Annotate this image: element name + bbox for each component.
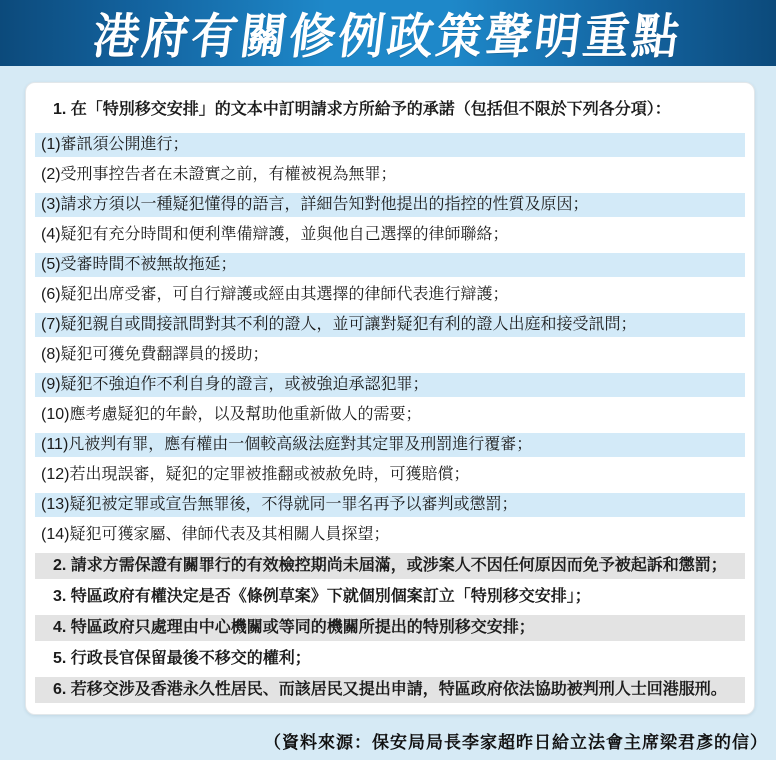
source-attribution: （資料來源：保安局局長李家超昨日給立法會主席梁君彥的信） — [264, 733, 768, 752]
list-item: (3)請求方須以一種疑犯懂得的語言，詳細告知對他提出的指控的性質及原因； — [35, 193, 745, 217]
list-item: (13)疑犯被定罪或宣告無罪後，不得就同一罪名再予以審判或懲罰； — [35, 493, 745, 517]
list-item: (1)審訊須公開進行； — [35, 133, 745, 157]
list-item: (4)疑犯有充分時間和便利準備辯護，並與他自己選擇的律師聯絡； — [35, 223, 745, 247]
list-item: (7)疑犯親自或間接訊問對其不利的證人，並可讓對疑犯有利的證人出庭和接受訊問； — [35, 313, 745, 337]
list-item: 1. 在「特別移交安排」的文本中訂明請求方所給予的承諾（包括但不限於下列各分項）： — [35, 97, 745, 123]
statement-card — [25, 82, 755, 715]
list-item: (9)疑犯不強迫作不利自身的證言，或被強迫承認犯罪； — [35, 373, 745, 397]
list-item: (12)若出現誤審，疑犯的定罪被推翻或被赦免時，可獲賠償； — [35, 463, 745, 487]
list-item: (8)疑犯可獲免費翻譯員的援助； — [35, 343, 745, 367]
page-title: 港府有關修例政策聲明重點 — [90, 8, 685, 64]
list-item: 4. 特區政府只處理由中心機關或等同的機關所提出的特別移交安排； — [35, 615, 745, 641]
list-item: 6. 若移交涉及香港永久性居民、而該居民又提出申請，特區政府依法協助被判刑人士回港服刑。 — [35, 677, 745, 703]
statement-list — [35, 97, 745, 703]
list-item: (14)疑犯可獲家屬、律師代表及其相關人員探望； — [35, 523, 745, 547]
list-item: 2. 請求方需保證有關罪行的有效檢控期尚未屆滿，或涉案人不因任何原因而免予被起訴和懲罰； — [35, 553, 745, 579]
list-item: (2)受刑事控告者在未證實之前，有權被視為無罪； — [35, 163, 745, 187]
list-item: (5)受審時間不被無故拖延； — [35, 253, 745, 277]
list-item: 5. 行政長官保留最後不移交的權利； — [35, 646, 745, 672]
list-item: (11)凡被判有罪，應有權由一個較高級法庭對其定罪及刑罰進行覆審； — [35, 433, 745, 457]
title-banner — [0, 0, 776, 66]
list-item: (10)應考慮疑犯的年齡，以及幫助他重新做人的需要； — [35, 403, 745, 427]
list-item: 3. 特區政府有權決定是否《條例草案》下就個別個案訂立「特別移交安排」； — [35, 584, 745, 610]
list-item: (6)疑犯出席受審，可自行辯護或經由其選擇的律師代表進行辯護； — [35, 283, 745, 307]
